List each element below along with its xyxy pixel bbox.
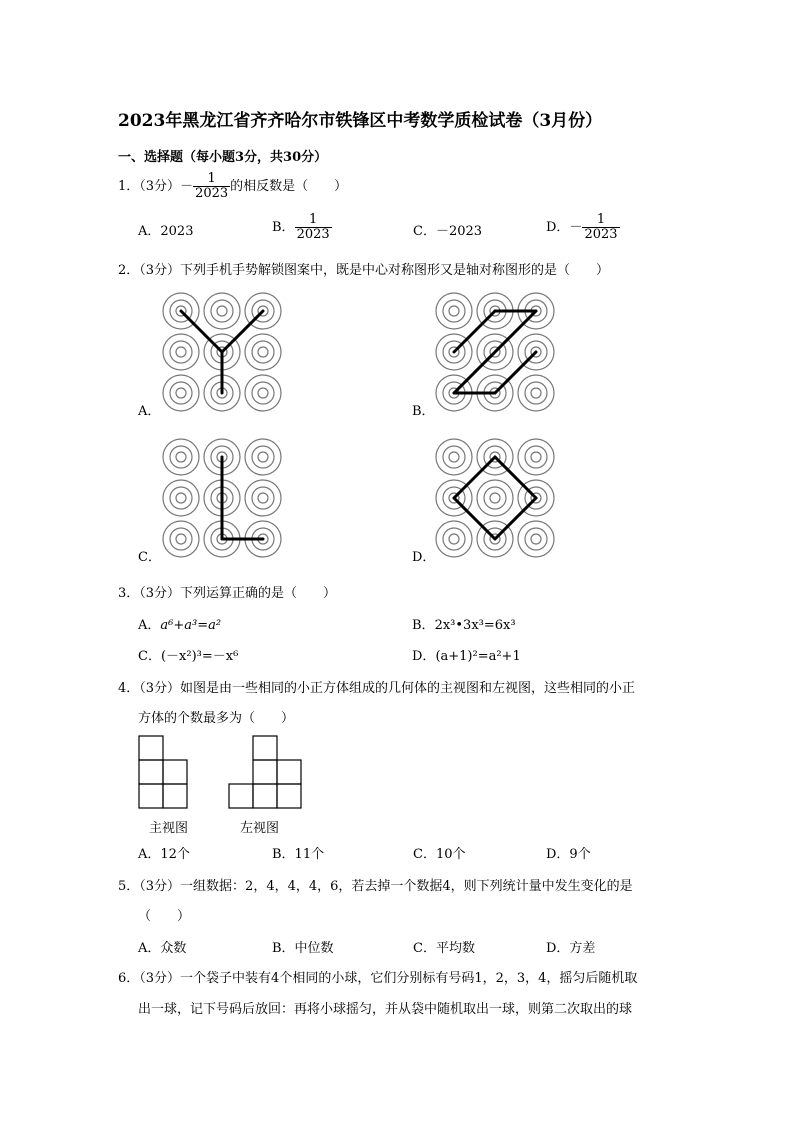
q2-label-b: B．: [412, 404, 435, 419]
grid-dot-ring: [518, 375, 554, 411]
q1-option-a: A．2023: [138, 224, 194, 239]
grid-dot-ring: [258, 452, 268, 462]
question-4-line1: 4．（3分）如图是由一些相同的小正方体组成的几何体的主视图和左视图，这些相同的小正: [118, 681, 636, 696]
question-6-line1: 6．（3分）一个袋子中装有4个相同的小球，它们分别标有号码1，2，3，4，摇匀后随机取: [118, 971, 638, 986]
q5-option-b: B．中位数: [272, 941, 334, 956]
grid-dot-ring: [484, 487, 506, 509]
q2-label-c: C．: [138, 550, 161, 565]
grid-dot-ring: [531, 534, 541, 544]
section-heading: 一、选择题（每小题3分，共30分）: [118, 150, 328, 165]
grid-dot-ring: [531, 388, 541, 398]
gesture-line: [454, 457, 495, 498]
question-5-line1: 5．（3分）一组数据：2，4，4，4，6，若去掉一个数据4，则下列统计量中发生变化的是: [118, 879, 633, 894]
q4-option-c: C．10个: [413, 847, 466, 862]
grid-dot-ring: [436, 439, 472, 475]
grid-dot-ring: [525, 446, 547, 468]
q3-option-c: C．(－x²)³=－x⁶: [138, 649, 239, 664]
grid-dot-ring: [245, 480, 281, 516]
q5-option-d: D．方差: [546, 941, 596, 956]
grid-dot-ring: [258, 493, 268, 503]
question-4-line2: 方体的个数最多为（ ）: [138, 711, 295, 726]
q1-score: （3分）: [139, 179, 181, 194]
grid-dot-ring: [217, 306, 227, 316]
grid-dot-ring: [163, 375, 199, 411]
gesture-line: [495, 457, 536, 498]
grid-dot-ring: [176, 534, 186, 544]
grid-dot-ring: [449, 306, 459, 316]
grid-dot-ring: [245, 375, 281, 411]
grid-dot-ring: [436, 521, 472, 557]
q1-number: 1．: [118, 179, 140, 194]
question-5-line2: （ ）: [138, 909, 191, 924]
question-6-line2: 出一球，记下号码后放回：再将小球摇匀，并从袋中随机取出一球，则第二次取出的球: [138, 1002, 633, 1017]
grid-dot-ring: [170, 487, 192, 509]
grid-dot-ring: [163, 439, 199, 475]
q5-option-a: A．众数: [138, 941, 187, 956]
pattern-b: [435, 292, 555, 412]
left-view-figure: [228, 735, 304, 811]
q1-option-c: C．－2023: [413, 224, 483, 239]
grid-dot-ring: [449, 534, 459, 544]
grid-dot-ring: [176, 452, 186, 462]
grid-dot-ring: [258, 347, 268, 357]
gesture-line: [495, 498, 536, 539]
grid-dot-ring: [170, 528, 192, 550]
q4-option-d: D．9个: [546, 847, 591, 862]
grid-dot-ring: [204, 293, 240, 329]
grid-dot-ring: [252, 382, 274, 404]
q1-option-d: D．－ $\frac{1}{2023}$: [546, 212, 618, 242]
grid-dot-ring: [518, 521, 554, 557]
q4-option-b: B．11个: [272, 847, 325, 862]
grid-dot-ring: [477, 480, 513, 516]
q1-option-b: B． $\frac{1}{2023}$: [272, 212, 330, 242]
left-view-caption: 左视图: [240, 821, 280, 836]
grid-dot-ring: [163, 334, 199, 370]
pattern-c: [162, 438, 282, 558]
front-view-caption: 主视图: [149, 821, 189, 836]
grid-dot-ring: [531, 452, 541, 462]
gesture-line: [454, 311, 495, 352]
q2-label-d: D．: [412, 550, 436, 565]
q3-option-b: B．2x³•3x³=6x³: [412, 618, 516, 633]
grid-dot-ring: [211, 300, 233, 322]
grid-dot-ring: [170, 341, 192, 363]
grid-dot-ring: [525, 528, 547, 550]
grid-dot-ring: [176, 347, 186, 357]
gesture-line: [454, 498, 495, 539]
grid-dot-ring: [443, 446, 465, 468]
q1-rest: 的相反数是（ ）: [230, 179, 348, 194]
page-title: 2023年黑龙江省齐齐哈尔市铁锋区中考数学质检试卷（3月份）: [118, 111, 603, 131]
grid-dot-ring: [258, 388, 268, 398]
grid-dot-ring: [176, 388, 186, 398]
grid-dot-ring: [245, 334, 281, 370]
q5-option-c: C．平均数: [413, 941, 475, 956]
grid-dot-ring: [525, 382, 547, 404]
q2-label-a: A．: [138, 404, 161, 419]
q1-minus: －: [180, 179, 194, 194]
front-view-figure: [138, 735, 190, 811]
grid-dot-ring: [443, 300, 465, 322]
gesture-line: [495, 352, 536, 393]
gesture-line: [222, 311, 263, 352]
grid-dot-ring: [163, 480, 199, 516]
question-1: [118, 172, 347, 201]
grid-dot-ring: [252, 487, 274, 509]
q3-option-a: A．a⁶+a³=a²: [138, 618, 222, 633]
q3-option-d: D．(a+1)²=a²+1: [412, 649, 521, 664]
pattern-d: [435, 438, 555, 558]
grid-dot-ring: [518, 439, 554, 475]
grid-dot-ring: [443, 528, 465, 550]
q4-option-a: A．12个: [138, 847, 190, 862]
question-3: 3．（3分）下列运算正确的是（ ）: [118, 586, 337, 601]
q1-fraction: $\frac{1}{2023}$: [195, 171, 229, 201]
grid-dot-ring: [176, 493, 186, 503]
question-2: 2．（3分）下列手机手势解锁图案中，既是中心对称图形又是轴对称图形的是（ ）: [118, 263, 610, 278]
grid-dot-ring: [252, 341, 274, 363]
grid-dot-ring: [163, 521, 199, 557]
grid-dot-ring: [245, 439, 281, 475]
grid-dot-ring: [170, 382, 192, 404]
gesture-line: [454, 311, 536, 393]
grid-dot-ring: [490, 493, 500, 503]
grid-dot-ring: [252, 446, 274, 468]
grid-dot-ring: [449, 452, 459, 462]
gesture-line: [181, 311, 222, 352]
grid-dot-ring: [436, 293, 472, 329]
grid-dot-ring: [170, 446, 192, 468]
pattern-a: [162, 292, 282, 412]
